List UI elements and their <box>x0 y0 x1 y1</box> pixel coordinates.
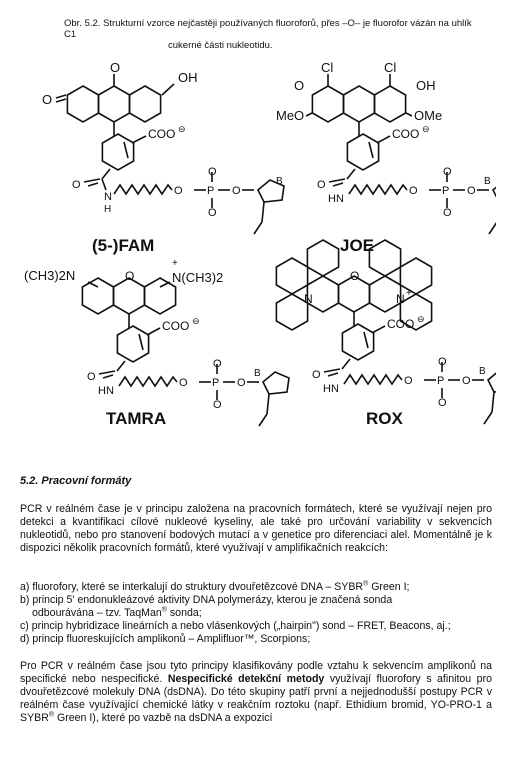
format-list <box>20 581 492 646</box>
list-item-b-text-end: sonda; <box>166 606 202 619</box>
rox-name: ROX <box>366 409 403 428</box>
paragraph-detection-text-3: Green I), které po vazbě na dsDNA a expozicí <box>54 711 273 724</box>
list-item-b-text: b) princip 5' endonukleázové aktivity DNA polymerázy, kterou je značená sonda <box>20 593 393 606</box>
paragraph-detection-text: Pro PCR v reálném čase jsou tyto principy klasifikovány podle vztahu k sekvencím amplikonů na specifické nebo nespecifické. <box>20 660 492 685</box>
rox-coo-charge: ⊖ <box>417 314 425 324</box>
rox-p-label: P <box>437 375 445 387</box>
tamra-amide-o-label: O <box>87 371 96 383</box>
joe-meo-label: MeO <box>276 108 305 123</box>
list-item-a <box>20 581 492 594</box>
joe-hn-label: HN <box>328 193 344 205</box>
caption-text-line1: Strukturní vzorce nejčastěji používaných fluoroforů, přes –O– je fluorofor vázán na uhlík C1 <box>64 18 472 40</box>
joe-name: JOE <box>340 236 375 255</box>
tamra-n-charge: + <box>172 258 178 269</box>
joe-cl1-label: Cl <box>321 60 334 75</box>
rox-coo-label: COO <box>387 317 415 331</box>
joe-cl2-label: Cl <box>384 60 397 75</box>
joe-o1-label: O <box>409 185 418 197</box>
joe-po2-label: O <box>443 207 452 219</box>
structure-fam <box>56 74 284 234</box>
registered-mark: ® <box>48 711 55 719</box>
section-heading: 5.2. Pracovní formáty <box>20 475 132 487</box>
list-item-d: d) princip fluoreskujících amplikonů – Amplifluor™, Scorpions; <box>20 632 311 645</box>
list-item-c: c) princip hybridizace lineárních a nebo vlásenkových („hairpin") sond – FRET, Beacons, aj.; <box>20 619 451 632</box>
registered-mark: ® <box>161 606 167 614</box>
rox-o1-label: O <box>404 375 413 387</box>
fam-o2-label: O <box>232 185 241 197</box>
joe-amide-o-label: O <box>317 179 326 191</box>
fam-coo-charge: ⊖ <box>178 124 186 134</box>
rox-po2-label: O <box>438 397 447 409</box>
joe-p-label: P <box>442 185 450 197</box>
rox-n-right-label: N <box>396 292 405 306</box>
tamra-coo-label: COO <box>162 319 190 333</box>
tamra-b-label: B <box>254 368 261 379</box>
joe-po-label: O <box>443 166 452 178</box>
tamra-po-label: O <box>213 358 222 370</box>
joe-o-label: O <box>294 78 305 93</box>
fam-ring-o-label: O <box>110 60 121 75</box>
fam-n-label: N <box>104 191 112 203</box>
joe-ome-label: OMe <box>414 108 443 123</box>
fam-oh-label: OH <box>178 70 198 85</box>
tamra-o2-label: O <box>237 377 246 389</box>
list-item-b <box>20 594 492 620</box>
paragraph-detection <box>20 660 492 725</box>
structure-tamra <box>82 278 289 426</box>
joe-coo-label: COO <box>392 127 420 141</box>
rox-n-left-label: N <box>304 292 313 306</box>
fam-b-label: B <box>276 176 283 187</box>
joe-o2-label: O <box>467 185 476 197</box>
fam-p-label: P <box>207 185 215 197</box>
rox-b-label: B <box>479 366 486 377</box>
fam-po2-label: O <box>208 207 217 219</box>
structure-joe <box>306 74 496 234</box>
tamra-po2-label: O <box>213 399 222 411</box>
list-item-a-text-end: Green I; <box>368 581 410 593</box>
fam-name: (5-)FAM <box>92 236 155 255</box>
fam-po-label: O <box>208 166 217 178</box>
rox-hn-label: HN <box>323 383 339 395</box>
paragraph-intro: PCR v reálném čase je v principu založena na pracovních formátech, které se využívají nejen pro detekci a kvantifikaci cílové nukleové kyseliny, ale také pro určování variability v sekvencích nukleotidů, nebo pro stanovení bodových mutací a v genetice pro diferenciaci alel. Momentálně je k dispozici několik pracovních formátů, které využívají v amplifikačních reakcích: <box>20 503 492 554</box>
caption-text-line2: cukerné části nukleotidu. <box>168 40 273 51</box>
fam-h-label: H <box>104 204 112 215</box>
list-item-b-text-cont: odbourávána – tzv. TaqMan <box>32 606 162 619</box>
structure-rox <box>276 240 496 424</box>
fam-coo-label: COO <box>148 127 176 141</box>
joe-coo-charge: ⊖ <box>422 124 430 134</box>
fam-o1-label: O <box>174 185 183 197</box>
tamra-o1-label: O <box>179 377 188 389</box>
joe-b-label: B <box>484 176 491 187</box>
tamra-p-label: P <box>212 377 220 389</box>
tamra-nme2-left-label: (CH3)2N <box>24 268 76 283</box>
tamra-hn-label: HN <box>98 385 114 397</box>
fam-o-label: O <box>42 92 53 107</box>
fam-amide-o-label: O <box>72 179 81 191</box>
paragraph-detection-text-2: využívají fluorofory s afinitou pro dvouřetězcové molekuly DNA (dsDNA). Do této skupiny patří první a nejjednodušší postupy PCR v reálném čase využívající chemické látky v reakčním roztoku (např. Ethidium bromid, YO-PRO-1 a SYBR <box>20 672 492 724</box>
joe-oh-label: OH <box>416 78 436 93</box>
rox-po-label: O <box>438 356 447 368</box>
rox-n-charge: + <box>406 288 412 299</box>
registered-mark: ® <box>363 580 369 588</box>
rox-o2-label: O <box>462 375 471 387</box>
fluorophore-structures-figure <box>14 44 496 444</box>
rox-ring-o-label: O <box>350 269 360 283</box>
tamra-coo-charge: ⊖ <box>192 316 200 326</box>
bold-term: Nespecifické detekční metody <box>167 672 325 685</box>
tamra-name: TAMRA <box>106 409 167 428</box>
tamra-nme2-right-label: N(CH3)2 <box>172 270 224 285</box>
list-item-a-text: a) fluorofory, které se interkalují do struktury dvouřetězcové DNA – SYBR <box>20 581 364 593</box>
caption-label: Obr. 5.2. <box>64 18 101 29</box>
rox-amide-o-label: O <box>312 369 321 381</box>
tamra-ring-o-label: O <box>125 269 135 283</box>
